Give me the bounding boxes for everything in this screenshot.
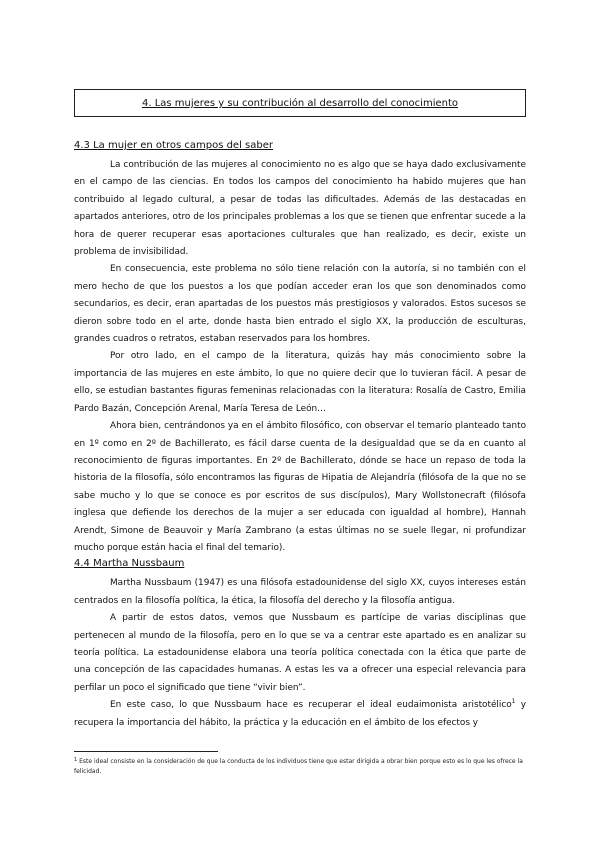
- paragraph: Por otro lado, en el campo de la literatura, quizás hay más conocimiento sobre la importancia de las mujeres en este ámbito, lo que no quiere decir que lo tuvieran fácil. A pesar de ello, se estudian bastantes figuras femeninas relacionadas con la literatura: Rosalía de Castro, Emilia Pardo Bazán, Concepción Arenal, María Teresa de León…: [74, 351, 526, 414]
- footnote-reference[interactable]: 1: [511, 698, 516, 706]
- chapter-header-box: [74, 89, 526, 117]
- paragraph: En consecuencia, este problema no sólo tiene relación con la autoría, si no también con el mero hecho de que los puestos a los que podían acceder eran los que son denominados como secundarios, es decir, eran apartadas de los puestos más prestigiosos y valorados. Estos sucesos se dieron sobre todo en el arte, donde hasta bien entrado el siglo XX, la producción de esculturas, grandes cuadros o retratos, estaban reservados para los hombres.: [74, 264, 526, 345]
- paragraph-text: En este caso, lo que Nussbaum hace es recuperar el ideal eudaimonista aristotélico: [110, 700, 512, 711]
- paragraph: A partir de estos datos, vemos que Nussbaum es partícipe de varias disciplinas que pertenecen al mundo de la filosofía, pero en lo que se va a centrar este apartado es en analizar su teoría política. La estadounidense elabora una teoría política conectada con la ética que parte de una concepción de las capacidades humanas. A estas les va a ofrecer una especial relevancia para perfilar un poco el significado que tiene “vivir bien”.: [74, 613, 526, 693]
- paragraph-with-footnote: [74, 697, 526, 732]
- chapter-title: 4. Las mujeres y su contribución al desarrollo del conocimiento: [141, 98, 458, 109]
- paragraph: Ahora bien, centrándonos ya en el ámbito filosófico, con observar el temario planteado tanto en 1º como en 2º de Bachillerato, es fácil darse cuenta de la desigualdad que se da en cuanto al reconocimiento de figuras importantes. En 2º de Bachillerato, dónde se hace un repaso de toda la historia de la filosofía, sólo encontramos las figuras de Hipatia de Alejandría (filósofa de la que no se sabe mucho y lo que se conoce es por escritos de sus discípulos), Mary Wollstonecraft (filósofa inglesa que defiende los derechos de la mujer a ser educada con igualdad al hombre), Hannah Arendt, Simone de Beauvoir y María Zambrano (a estas últimas no se suele llegar, ni profundizar mucho porque están hacia el final del temario).: [74, 421, 526, 553]
- footnote: [74, 757, 526, 777]
- section-heading-4-3: 4.3 La mujer en otros campos del saber: [74, 140, 273, 151]
- footnote-text: Este ideal consiste en la consideración de que la conducta de los individuos tiene que estar dirigida a obrar bien porque esto es lo que les ofrece la felicidad.: [74, 758, 523, 775]
- footnote-marker: 1: [74, 757, 78, 763]
- document-body: [74, 139, 526, 732]
- paragraph: Martha Nussbaum (1947) es una filósofa estadounidense del siglo XX, cuyos intereses están centrados en la filosofía política, la ética, la filosofía del derecho y la filosofía antigua.: [74, 578, 526, 606]
- paragraph: La contribución de las mujeres al conocimiento no es algo que se haya dado exclusivamente en el campo de las ciencias. En todos los campos del conocimiento ha habido mujeres que han contribuido al legado cultural, a pesar de todas las dificultades. Además de las destacadas en apartados anteriores, otro de los principales problemas a los que se tienen que enfrentar sucede a la hora de querer recuperar esas aportaciones culturales que han realizado, es decir, existe un problema de invisibilidad.: [74, 160, 526, 258]
- paragraph-text: y recupera la importancia del hábito, la práctica y la educación en el ámbito de los efectos y: [74, 700, 527, 728]
- footnote-divider: [74, 751, 218, 752]
- section-heading-4-4: 4.4 Martha Nussbaum: [74, 558, 185, 570]
